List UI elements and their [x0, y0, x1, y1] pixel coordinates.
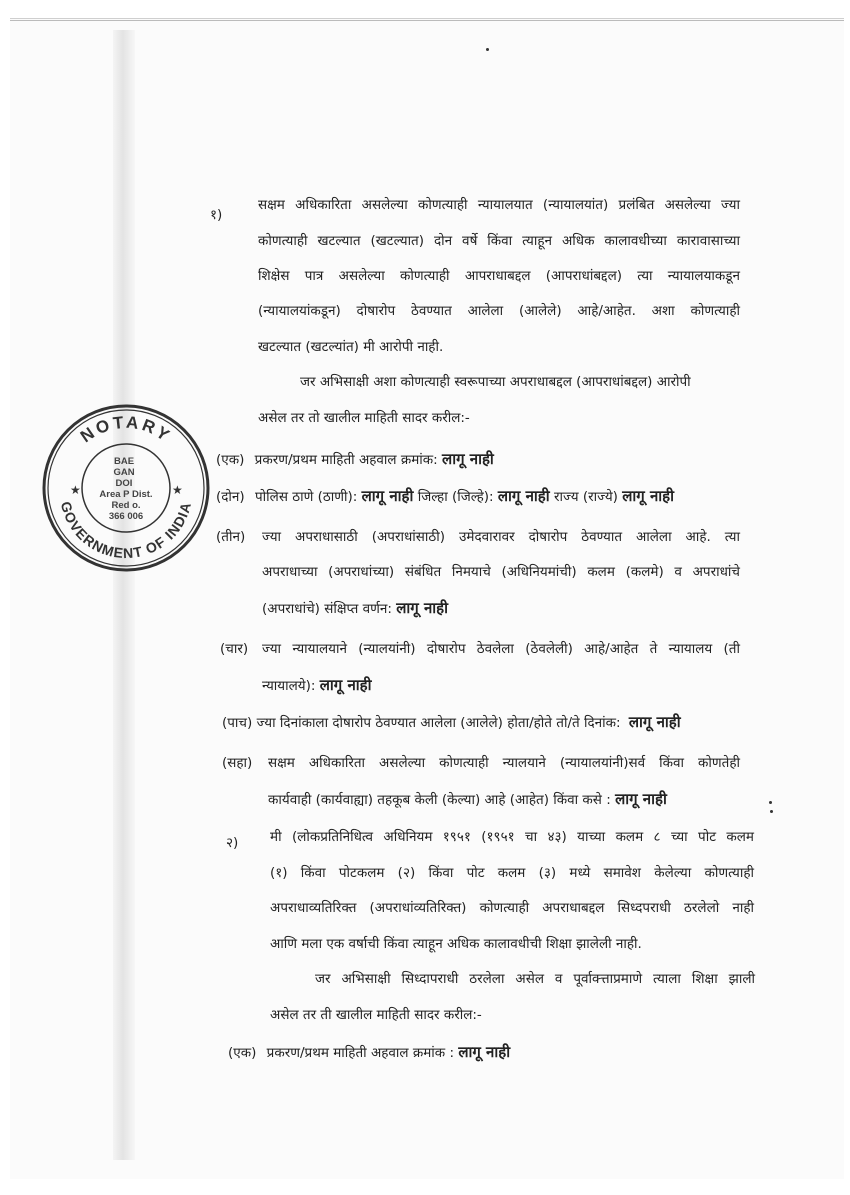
stamp-line-1: BAE — [113, 456, 135, 467]
para2-ek-row: (एक) प्रकरण/प्रथम माहिती अहवाल क्रमांक : लागू नाही — [228, 1043, 511, 1061]
item1-char-line-1: ज्या न्यायालयाने (न्यालयांनी) दोषारोप ठेवलेला (ठेवलेली) आहे/आहेत ते न्यायालय (ती — [262, 641, 740, 657]
stamp-bottom-text: GOVERNMENT OF INDIA — [57, 499, 195, 562]
item1-saha-label: (सहा) — [222, 755, 253, 771]
para2-line-2: (१) किंवा पोटकलम (२) किंवा पोट कलम (३) मध्ये समावेश केलेल्या कोणत्याही — [270, 865, 754, 881]
para2-line-4: आणि मला एक वर्षाची किंवा त्याहून अधिक कालावधीची शिक्षा झालेली नाही. — [270, 936, 642, 952]
para2-line-1: मी (लोकप्रतिनिधित्व अधिनियम १९५१ (१९५१ चा ४३) याच्या कलम ८ च्या पोट कलम — [270, 829, 754, 845]
para1-note-1: जर अभिसाक्षी अशा कोणत्याही स्वरूपाच्या अपराधाबद्दल (आपराधांबद्दल) आरोपी — [300, 374, 691, 390]
stamp-line-5: Red o. — [111, 500, 141, 511]
para1-line-5: खटल्यात (खटल्यांत) मी आरोपी नाही. — [258, 339, 444, 355]
para2-note-1: जर अभिसाक्षी सिध्दापराधी ठरलेला असेल व पूर्वाक्त्ताप्रमाणे त्याला शिक्षा झाली — [315, 971, 755, 987]
para1-line-2: कोणत्याही खटल्यात (खटल्यात) दोन वर्षे किंवा त्याहून अधिक कालावधीच्या कारावासाच्या — [258, 233, 740, 249]
notary-stamp — [40, 402, 212, 574]
stamp-line-6: 366 006 — [108, 511, 144, 522]
page-fold-shadow — [113, 30, 135, 1160]
item1-pach-value: लागू नाही — [628, 713, 681, 731]
para2-note-2: असेल तर ती खालील माहिती सादर करील:- — [270, 1007, 482, 1023]
item1-teen-value: लागू नाही — [396, 599, 449, 617]
speck — [769, 801, 772, 804]
item1-saha-line-2: कार्यवाही (कार्यवाह्या) तहकूब केली (केल्या) आहे (आहेत) किंवा कसे : लागू नाही — [268, 790, 667, 808]
para2-number: २) — [226, 835, 239, 851]
para1-line-3: शिक्षेस पात्र असलेल्या कोणत्याही आपराधाबद्दल (आपराधांबद्दल) त्या न्यायालयाकडून — [258, 268, 740, 284]
item1-don-value-1: लागू नाही — [361, 487, 414, 505]
stamp-line-4: Area P Dist. — [99, 489, 153, 500]
item1-saha-line-1: सक्षम अधिकारिता असलेल्या कोणत्याही न्यालयाने (न्यायालयांनी)सर्व किंवा कोणतेही — [268, 755, 740, 771]
item1-char-value: लागू नाही — [319, 676, 372, 694]
stamp-top-text: NOTARY — [76, 412, 176, 447]
item1-teen-line-2: अपराधाच्या (अपराधांच्या) संबंधित निमयाचे (अधिनियमांची) कलम (कलमे) व अपराधांचे — [262, 564, 740, 580]
item1-pach-row: (पाच) ज्या दिनांकाला दोषारोप ठेवण्यात आलेला (आलेले) होता/होते तो/ते दिनांक: लागू नाही — [222, 713, 681, 731]
item1-char-line-2: न्यायालये): लागू नाही — [262, 676, 372, 694]
speck — [770, 810, 773, 813]
item1-don-value-3: लागू नाही — [622, 487, 675, 505]
para1-line-4: (न्यायालयांकडून) दोषारोप ठेवण्यात आलेला (आलेले) आहे/आहेत. अशा कोणत्याही — [258, 303, 740, 319]
item1-ek-row: (एक) प्रकरण/प्रथम माहिती अहवाल क्रमांक: लागू नाही — [216, 450, 494, 468]
speck — [486, 48, 489, 51]
para2-ek-value: लागू नाही — [458, 1043, 511, 1061]
item1-ek-value: लागू नाही — [442, 450, 494, 468]
stamp-line-3: DOI — [115, 478, 133, 489]
svg-text:★: ★ — [172, 483, 183, 497]
item1-saha-value: लागू नाही — [615, 790, 667, 808]
para1-line-1: सक्षम अधिकारिता असलेल्या कोणत्याही न्यायालयात (न्यायालयांत) प्रलंबित असलेल्या ज्या — [258, 197, 740, 213]
para2-line-3: अपराधाव्यतिरिक्त (अपराधांव्यतिरिक्त) कोणत्याही अपराधाबद्दल सिध्दपराधी ठरलेलो नाही — [270, 900, 754, 916]
item1-teen-line-3: (अपराधांचे) संक्षिप्त वर्णन: लागू नाही — [262, 599, 449, 617]
para1-number: १) — [210, 207, 223, 223]
stamp-line-2: GAN — [113, 467, 135, 478]
item1-don-row: (दोन) पोलिस ठाणे (ठाणी): लागू नाही जिल्हा (जिल्हे): लागू नाही राज्य (राज्ये) लागू नाही — [216, 487, 675, 505]
svg-text:★: ★ — [70, 483, 81, 497]
para1-note-2: असेल तर तो खालील माहिती सादर करील:- — [258, 410, 470, 426]
item1-teen-label: (तीन) — [216, 529, 246, 545]
item1-char-label: (चार) — [220, 641, 249, 657]
page-top-edge — [10, 20, 844, 21]
item1-teen-line-1: ज्या अपराधासाठी (अपराधांसाठी) उमेदवारावर दोषारोप ठेवण्यात आलेला आहे. त्या — [262, 529, 740, 545]
item1-don-value-2: लागू नाही — [497, 487, 550, 505]
